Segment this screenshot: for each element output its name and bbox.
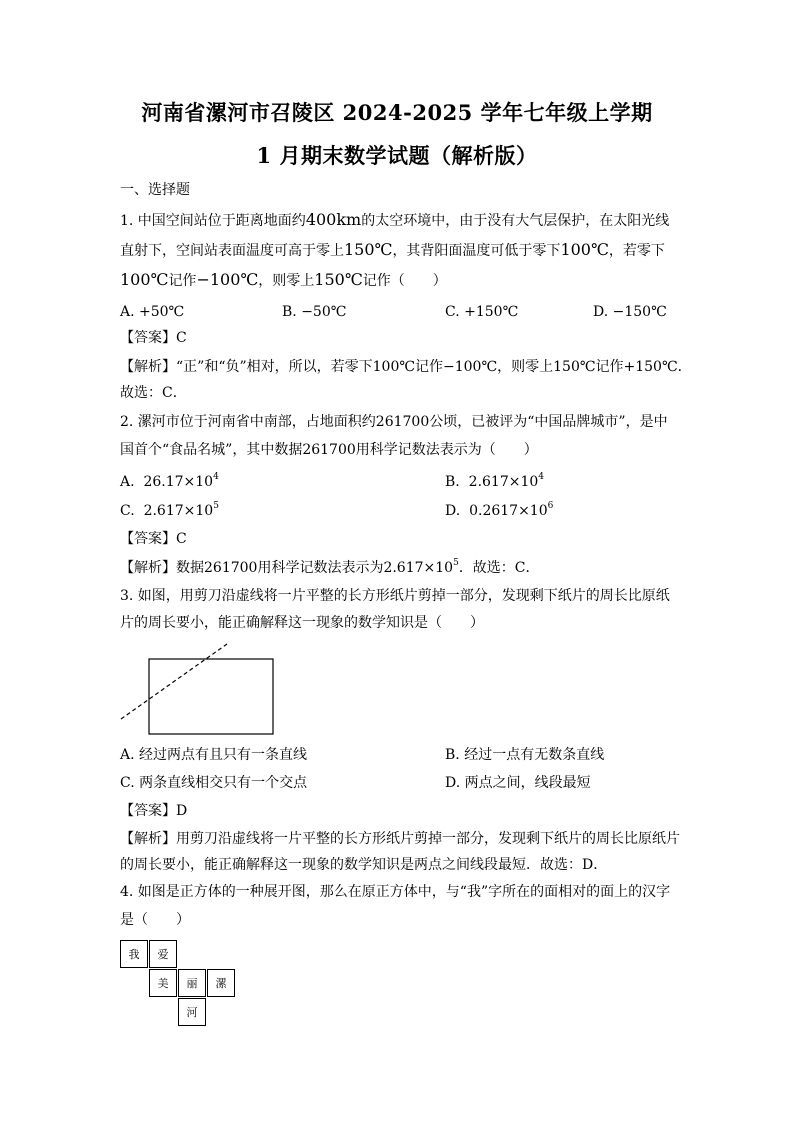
- dashed-cut-line: [121, 644, 227, 719]
- q1-line-3: 100℃记作−100℃，则零上150℃记作（ ）: [120, 270, 447, 289]
- q1-option-d: D. −150℃: [593, 304, 667, 320]
- q1-option-c: C. +150℃: [445, 304, 519, 320]
- q3-analysis: 【解析】用剪刀沿虚线将一片平整的长方形纸片剪掉一部分，发现剩下纸片的周长比原纸片: [120, 831, 680, 847]
- q1-conclusion: 故选：C．: [120, 385, 187, 401]
- net-cell-6: 河: [178, 998, 206, 1026]
- title-line-1: 河南省漯河市召陵区 2024-2025 学年七年级上学期: [141, 100, 653, 125]
- net-cell-4: 丽: [178, 969, 206, 997]
- q3-option-a: A. 经过两点有且只有一条直线: [120, 747, 308, 763]
- q3-option-d: D. 两点之间，线段最短: [445, 775, 591, 791]
- q1-option-b: B. −50℃: [282, 304, 347, 320]
- q1-analysis: 【解析】“正”和“负”相对，所以，若零下100℃记作−100℃，则零上150℃记作+150℃．: [120, 359, 692, 375]
- paper-rectangle: [149, 659, 273, 734]
- q4-line-1: 4. 如图是正方体的一种展开图，那么在原正方体中，与“我”字所在的面相对的面上的汉字: [120, 884, 671, 900]
- q2-option-c: C. $2.617\times 10^5$: [120, 501, 219, 519]
- q3-line-1: 3. 如图，用剪刀沿虚线将一片平整的长方形纸片剪掉一部分，发现剩下纸片的周长比原纸: [120, 588, 670, 604]
- net-cell-3: 美: [149, 969, 177, 997]
- q1-option-a: A. +50℃: [120, 304, 185, 320]
- q3-option-b: B. 经过一点有无数条直线: [445, 747, 605, 763]
- q2-option-b: B. $2.617\times 10^4$: [445, 472, 545, 490]
- net-cell-1: 我: [120, 940, 148, 968]
- q3-answer: 【答案】D: [120, 803, 188, 819]
- net-cell-5: 漯: [207, 969, 235, 997]
- q2-option-a: A. $26.17\times 10^4$: [120, 472, 219, 490]
- q2-analysis: 【解析】数据261700用科学记数法表示为$2.617\times 10^5$．故选：C．: [120, 558, 540, 576]
- q3-conclusion: 的周长要小，能正确解释这一现象的数学知识是两点之间线段最短．故选：D．: [120, 857, 608, 873]
- q3-line-2: 片的周长要小，能正确解释这一现象的数学知识是（ ）: [120, 615, 484, 631]
- q1-line-2: 直射下，空间站表面温度可高于零上150℃，其背阳面温度可低于零下100℃，若零下: [120, 240, 665, 259]
- q3-option-c: C. 两条直线相交只有一个交点: [120, 775, 308, 791]
- net-cell-2: 爱: [149, 940, 177, 968]
- q2-line-1: 2. 漯河市位于河南省中南部，占地面积约261700公顷，已被评为“中国品牌城市”，是中: [120, 414, 668, 430]
- rectangle-cut-figure: [115, 640, 285, 740]
- cube-net-figure: [120, 940, 240, 1030]
- q2-option-d: D. $0.2617\times 10^6$: [445, 501, 554, 519]
- q1-answer: 【答案】C: [120, 330, 187, 346]
- q4-line-2: 是（ ）: [120, 912, 190, 928]
- title-line-2: 1 月期末数学试题（解析版）: [256, 143, 538, 168]
- section-heading: 一、选择题: [120, 182, 190, 198]
- q2-line-2: 国首个“食品名城”，其中数据261700用科学记数法表示为（ ）: [120, 442, 538, 458]
- q2-answer: 【答案】C: [120, 531, 187, 547]
- q1-line-1: 1. 中国空间站位于距离地面约400km的太空环境中，由于没有大气层保护，在太阳光线: [120, 210, 670, 229]
